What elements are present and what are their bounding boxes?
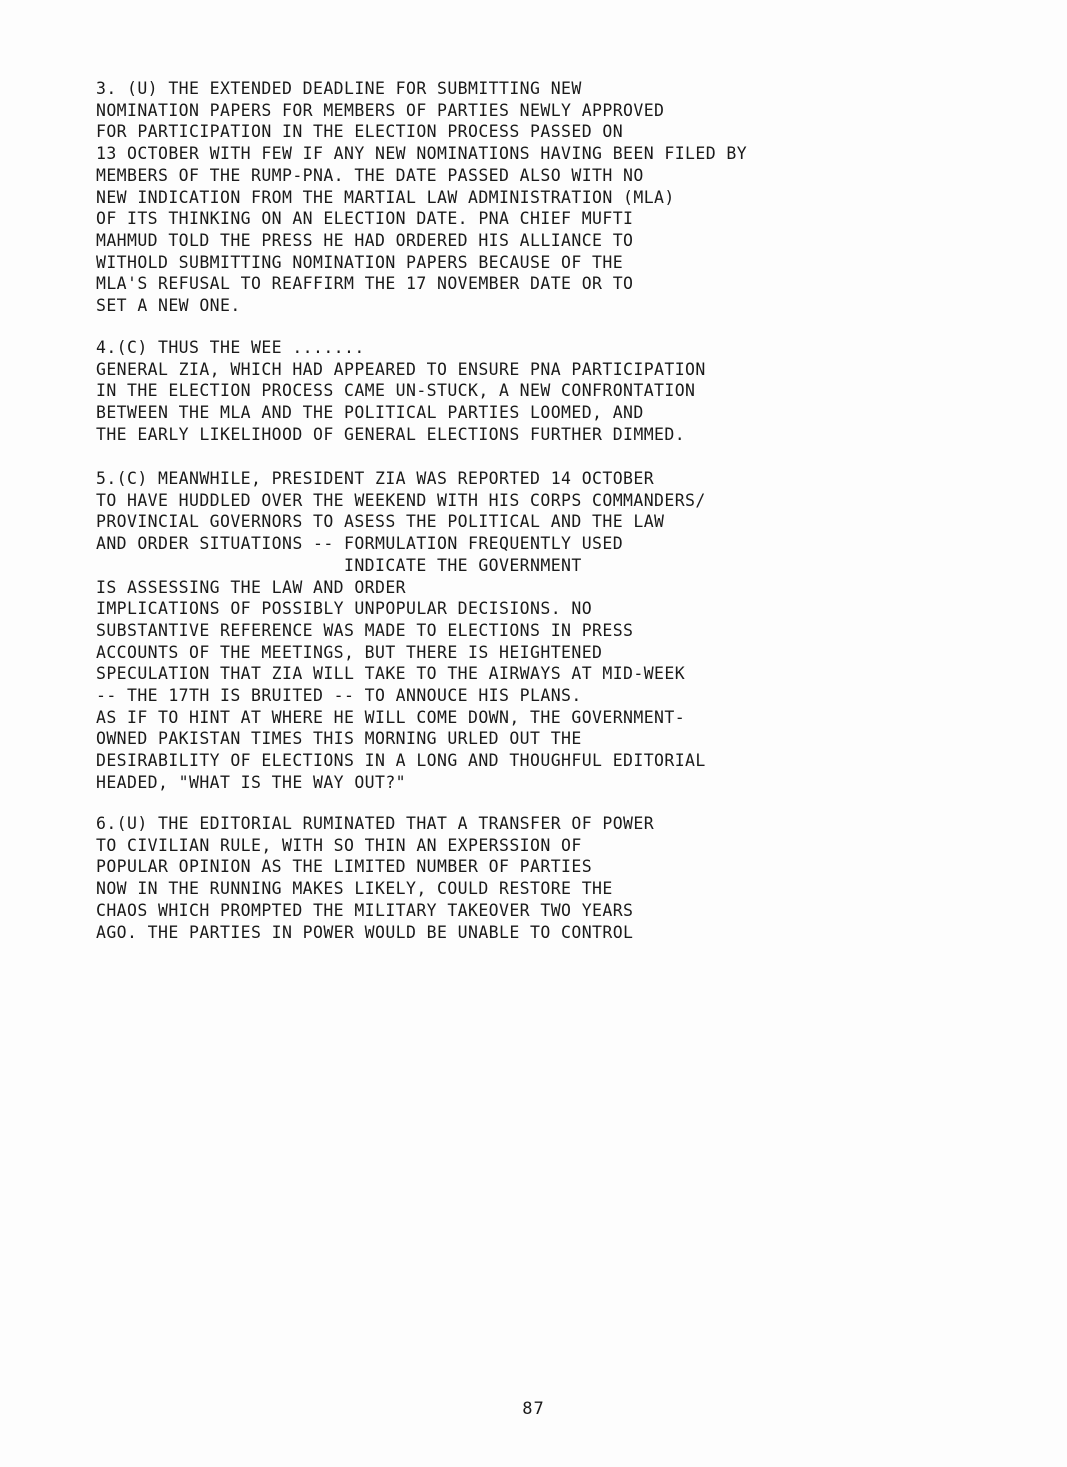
page-number: 87 xyxy=(522,1399,545,1419)
paragraph-4: 4.(C) THUS THE WEE ....... GENERAL ZIA, WHICH HAD APPEARED TO ENSURE PNA PARTICIPATION IN THE ELECTION PROCESS CAME UN-STUCK, A NEW CONFRONTATION BETWEEN THE MLA AND THE POLITICAL PARTIES LOOMED, AND THE EARLY LIKELIHOOD OF GENERAL ELECTIONS FURTHER DIMMED. xyxy=(96,338,706,444)
paragraph-5: 5.(C) MEANWHILE, PRESIDENT ZIA WAS REPORTED 14 OCTOBER TO HAVE HUDDLED OVER THE WEEKEND WITH HIS CORPS COMMANDERS/ PROVINCIAL GOVERNORS TO ASESS THE POLITICAL AND THE LAW AND ORDER SITUATIONS -- FORMULATION FREQUENTLY USED INDICATE THE GOVERNMENT IS ASSESSING THE LAW AND ORDER IMPLICATIONS OF POSSIBLY UNPOPULAR DECISIONS. NO SUBSTANTIVE REFERENCE WAS MADE TO ELECTIONS IN PRESS ACCOUNTS OF THE MEETINGS, BUT THERE IS HEIGHTENED SPECULATION THAT ZIA WILL TAKE TO THE AIRWAYS AT MID-WEEK -- THE 17TH IS BRUITED -- TO ANNOUCE HIS PLANS. AS IF TO HINT AT WHERE HE WILL COME DOWN, THE GOVERNMENT- OWNED PAKISTAN TIMES THIS MORNING URLED OUT THE DESIRABILITY OF ELECTIONS IN A LONG AND THOUGHFUL EDITORIAL HEADED, "WHAT IS THE WAY OUT?" xyxy=(96,469,706,792)
paragraph-3: 3. (U) THE EXTENDED DEADLINE FOR SUBMITTING NEW NOMINATION PAPERS FOR MEMBERS OF PARTIES NEWLY APPROVED FOR PARTICIPATION IN THE ELECTION PROCESS PASSED ON 13 OCTOBER WITH FEW IF ANY NEW NOMINATIONS HAVING BEEN FILED BY MEMBERS OF THE RUMP-PNA. THE DATE PASSED ALSO WITH NO NEW INDICATION FROM THE MARTIAL LAW ADMINISTRATION (MLA) OF ITS THINKING ON AN ELECTION DATE. PNA CHIEF MUFTI MAHMUD TOLD THE PRESS HE HAD ORDERED HIS ALLIANCE TO WITHOLD SUBMITTING NOMINATION PAPERS BECAUSE OF THE MLA'S REFUSAL TO REAFFIRM THE 17 NOVEMBER DATE OR TO SET A NEW ONE. xyxy=(96,79,748,316)
paragraph-6: 6.(U) THE EDITORIAL RUMINATED THAT A TRANSFER OF POWER TO CIVILIAN RULE, WITH SO THIN AN EXPERSSION OF POPULAR OPINION AS THE LIMITED NUMBER OF PARTIES NOW IN THE RUNNING MAKES LIKELY, COULD RESTORE THE CHAOS WHICH PROMPTED THE MILITARY TAKEOVER TWO YEARS AGO. THE PARTIES IN POWER WOULD BE UNABLE TO CONTROL xyxy=(96,814,655,942)
